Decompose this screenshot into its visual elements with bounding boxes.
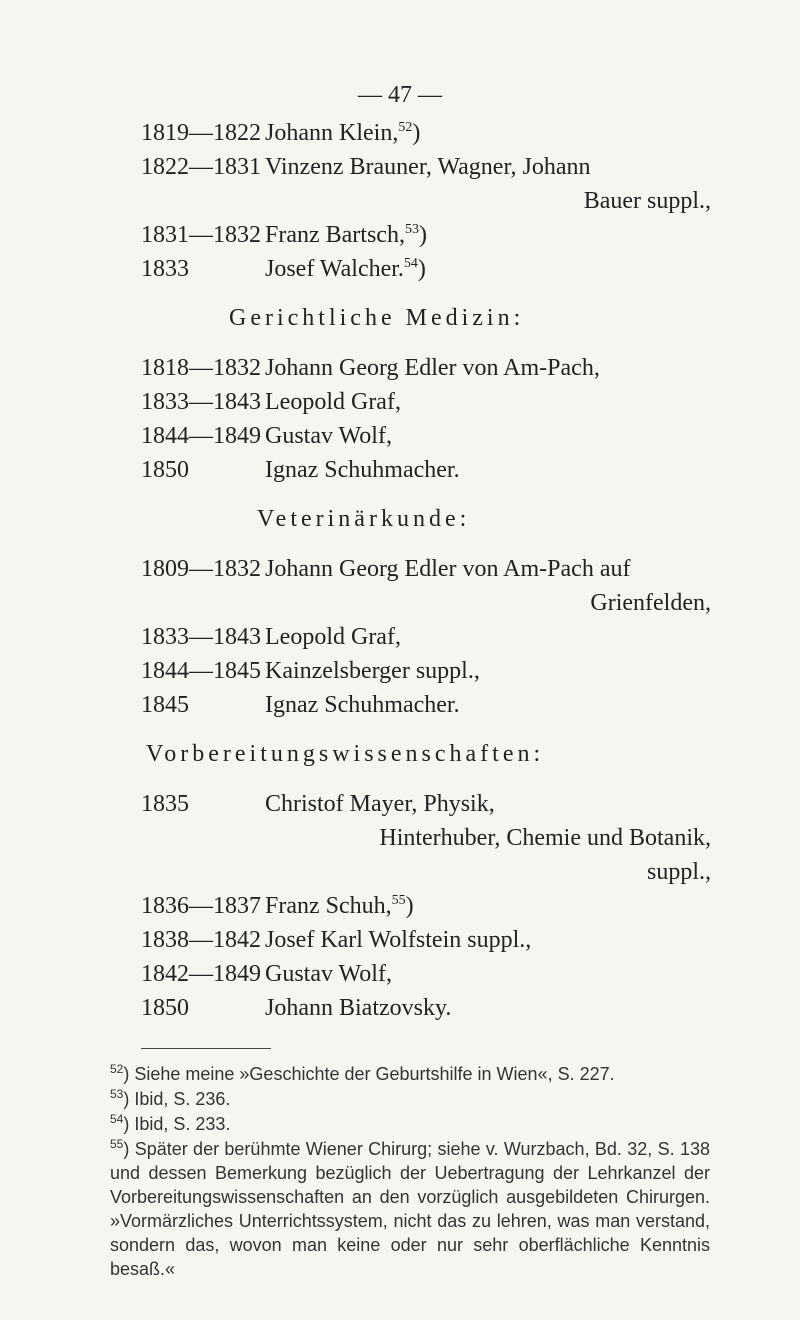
name: Franz Bartsch,$^{53}$) [265,222,427,248]
years: 1844—1849 [141,423,261,449]
footnote-ref: 52 [398,120,413,135]
footnote-ref: 55 [391,893,406,908]
footnote-ref: 53 [404,222,419,237]
years: 1831—1832 [141,222,261,248]
years: 1833—1843 [141,389,261,415]
footnote-mark: 55 [110,1137,124,1151]
list-item [141,420,711,452]
section-heading: Vorbereitungswissenschaften: [146,741,545,767]
years: 1809—1832 [141,556,261,582]
years: 1842—1849 [141,961,261,987]
name: Johann Klein,$^{52}$) [265,120,421,146]
years: 1833—1843 [141,624,261,650]
years: 1850 [141,457,189,483]
name: Leopold Graf, [265,389,401,415]
name: Gustav Wolf, [265,423,392,449]
footnote: $^{55}$) Später der berühmte Wiener Chirurg; siehe v. Wurzbach, Bd. 32, S. 138 und dessen Bemerkung bezüglich der Uebertragung der Lehrkanzel der Vorbereitungswissenschaften an den vorzüglich ausgebildeten Chirurgen. »Vormärzliches Unterrichtssystem, nicht das zu lehren, was man verstand, sondern das, wovon man keine oder nur sehr oberflächliche Kenntnis besaß.« [110,1137,710,1279]
list-item [141,553,711,585]
footnote-mark: 54 [110,1112,124,1126]
list-item [141,689,711,721]
footnote: $^{52}$) Siehe meine »Geschichte der Geburtshilfe in Wien«, S. 227. [110,1062,615,1084]
name: Gustav Wolf, [265,961,392,987]
section-heading: Veterinärkunde: [257,506,471,532]
name: Vinzenz Brauner, Wagner, Johann [265,154,591,180]
list-item [141,117,711,149]
name: Kainzelsberger suppl., [265,658,480,684]
years: 1835 [141,791,189,817]
footnote: $^{53}$) Ibid, S. 236. [110,1087,231,1109]
name: Ignaz Schuhmacher. [265,692,460,718]
years: 1838—1842 [141,927,261,953]
list-item [141,655,711,687]
name: Franz Schuh,$^{55}$) [265,893,414,919]
list-item [141,788,711,820]
name-continuation: Grienfelden, [590,590,711,616]
footnote-mark: 52 [110,1062,124,1076]
section-heading: Gerichtliche Medizin: [229,305,525,331]
name-continuation: Bauer suppl., [583,188,711,214]
list-item [141,151,711,183]
list-item [141,958,711,990]
years: 1845 [141,692,189,718]
name: Josef Karl Wolfstein suppl., [265,927,532,953]
years: 1819—1822 [141,120,261,146]
name: Leopold Graf, [265,624,401,650]
name: Ignaz Schuhmacher. [265,457,460,483]
years: 1844—1845 [141,658,261,684]
page-number: — 47 — [358,82,442,108]
years: 1836—1837 [141,893,261,919]
years: 1822—1831 [141,154,261,180]
years: 1818—1832 [141,355,261,381]
name: Christof Mayer, Physik, [265,791,495,817]
list-item [141,992,711,1024]
footnote: $^{54}$) Ibid, S. 233. [110,1112,231,1134]
list-item [141,924,711,956]
name-continuation: suppl., [646,859,711,885]
footnote-divider [141,1048,271,1049]
list-item [141,890,711,922]
name: Johann Biatzovsky. [265,995,452,1021]
footnote-ref: 54 [403,256,418,271]
list-item [141,352,711,384]
years: 1850 [141,995,189,1021]
name: Josef Walcher.$^{54}$) [265,256,426,282]
name: Johann Georg Edler von Am-Pach auf [265,556,631,582]
years: 1833 [141,256,189,282]
list-item [141,253,711,285]
footnote-mark: 53 [110,1087,124,1101]
list-item [141,621,711,653]
name: Johann Georg Edler von Am-Pach, [265,355,600,381]
list-item [141,219,711,251]
list-item [141,454,711,486]
name-continuation: Hinterhuber, Chemie und Botanik, [379,825,711,851]
list-item [141,386,711,418]
